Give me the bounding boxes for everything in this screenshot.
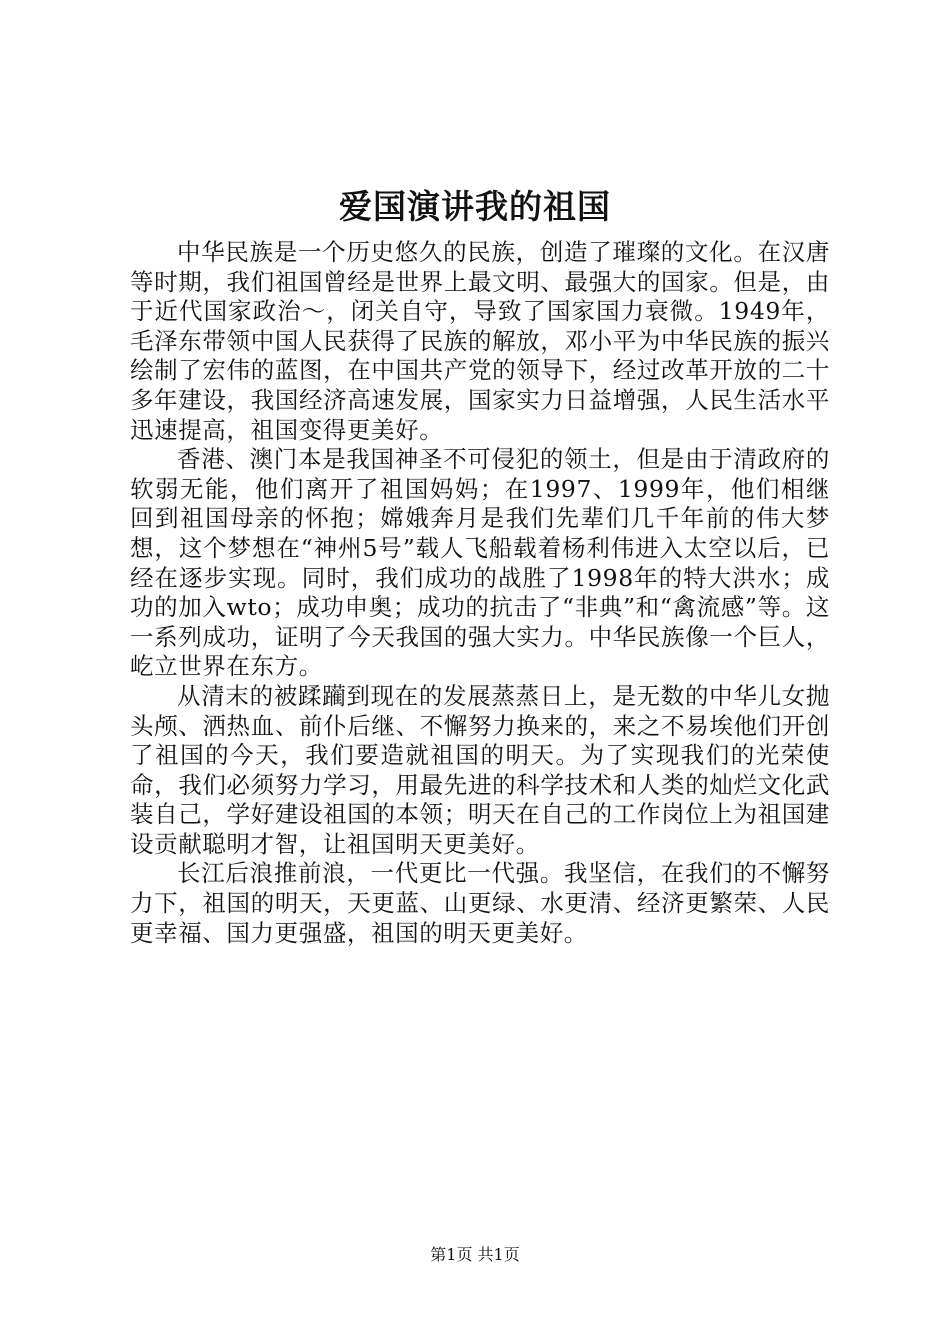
paragraph-3: 从清末的被蹂躏到现在的发展蒸蒸日上，是无数的中华儿女抛头颅、洒热血、前仆后继、不懈努力换来的，来之不易埃他们开创了祖国的今天，我们要造就祖国的明天。为了实现我们的光荣使命，我们必须努力学习，用最先进的科学技术和人类的灿烂文化武装自己，学好建设祖国的本领；明天在自己的工作岗位上为祖国建设贡献聪明才智，让祖国明天更美好。 [130, 681, 830, 858]
paragraph-1: 中华民族是一个历史悠久的民族，创造了璀璨的文化。在汉唐等时期，我们祖国曾经是世界上最文明、最强大的国家。但是，由于近代国家政治～，闭关自守，导致了国家国力衰微。1949年，毛泽东带领中国人民获得了民族的解放，邓小平为中华民族的振兴绘制了宏伟的蓝图，在中国共产党的领导下，经过改革开放的二十多年建设，我国经济高速发展，国家实力日益增强，人民生活水平迅速提高，祖国变得更美好。 [130, 238, 830, 444]
paragraph-2: 香港、澳门本是我国神圣不可侵犯的领土，但是由于清政府的软弱无能，他们离开了祖国妈妈；在1997、1999年，他们相继回到祖国母亲的怀抱；嫦娥奔月是我们先辈们几千年前的伟大梦想，这个梦想在“神州5号”载人飞船载着杨利伟进入太空以后，已经在逐步实现。同时，我们成功的战胜了1998年的特大洪水；成功的加入wto；成功申奥；成功的抗击了“非典”和“禽流感”等。这一系列成功，证明了今天我国的强大实力。中华民族像一个巨人，屹立世界在东方。 [130, 445, 830, 681]
page-footer: 第1页 共1页 [430, 1245, 520, 1264]
paragraph-4: 长江后浪推前浪，一代更比一代强。我坚信，在我们的不懈努力下，祖国的明天，天更蓝、山更绿、水更清、经济更繁荣、人民更幸福、国力更强盛，祖国的明天更美好。 [130, 859, 830, 947]
document-body [130, 238, 830, 948]
document-title: 爱国演讲我的祖国 [339, 187, 611, 226]
